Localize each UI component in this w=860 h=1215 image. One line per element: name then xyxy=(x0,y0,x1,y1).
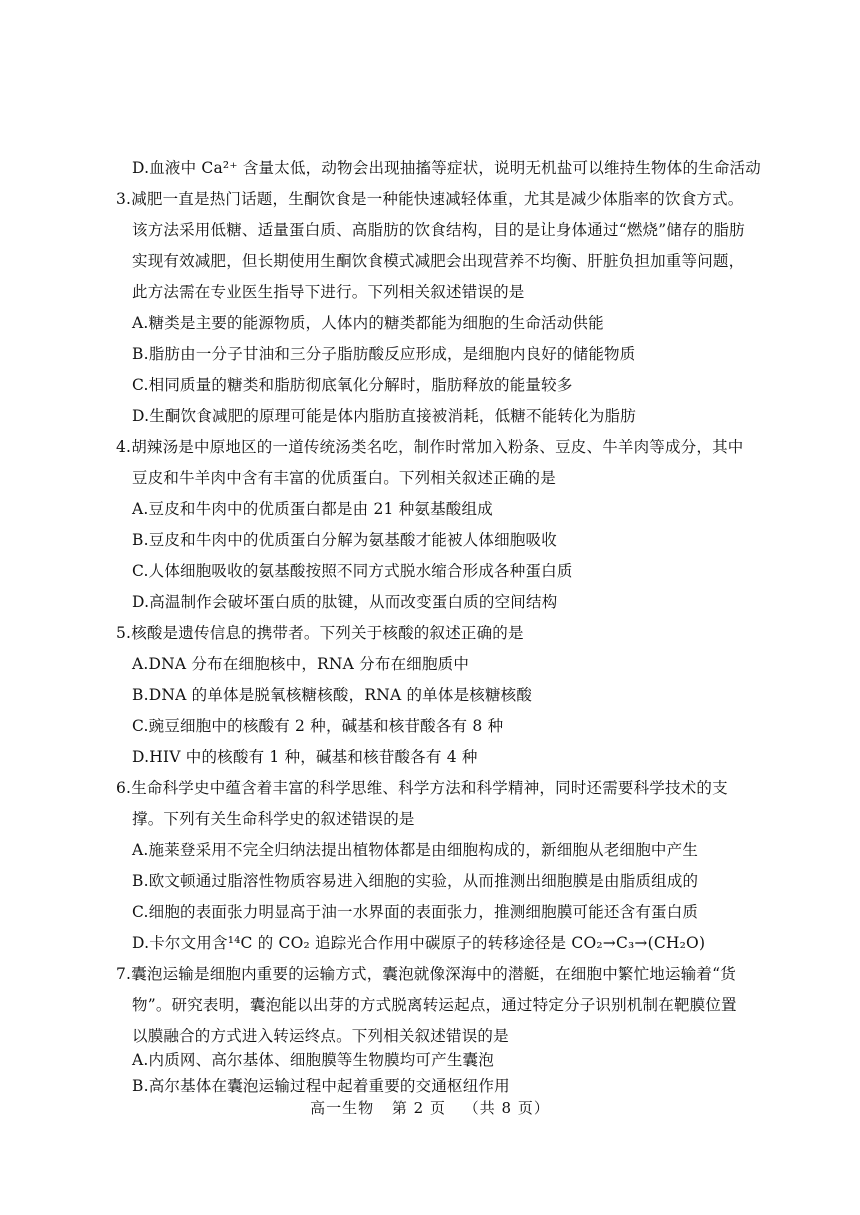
q3-stem-line-2: 该方法采用低糖、适量蛋白质、高脂肪的饮食结构，目的是让身体通过“燃烧”储存的脂肪 xyxy=(132,221,745,239)
q6-stem-line-1: 6.生命科学史中蕴含着丰富的科学思维、科学方法和科学精神，同时还需要科学技术的支 xyxy=(116,779,728,797)
q6-option-d: D.卡尔文用含¹⁴C 的 CO₂ 追踪光合作用中碳原子的转移途径是 CO₂→C₃→(CH₂O) xyxy=(132,934,706,952)
q3-option-c: C.相同质量的糖类和脂肪彻底氧化分解时，脂肪释放的能量较多 xyxy=(132,376,573,394)
footer-subject: 高一生物 xyxy=(310,1099,375,1117)
q5-option-d: D.HIV 中的核酸有 1 种，碱基和核苷酸各有 4 种 xyxy=(132,748,478,766)
q6-stem-line-2: 撑。下列有关生命科学史的叙述错误的是 xyxy=(132,810,415,828)
q3-option-a: A.糖类是主要的能源物质，人体内的糖类都能为细胞的生命活动供能 xyxy=(132,314,604,332)
q6-option-b: B.欧文顿通过脂溶性物质容易进入细胞的实验，从而推测出细胞膜是由脂质组成的 xyxy=(132,872,699,890)
q3-stem-line-1: 3.减肥一直是热门话题，生酮饮食是一种能快速减轻体重，尤其是减少体脂率的饮食方式。 xyxy=(116,190,744,208)
footer-page-total: （共 8 页） xyxy=(463,1099,550,1117)
q3-option-b: B.脂肪由一分子甘油和三分子脂肪酸反应形成，是细胞内良好的储能物质 xyxy=(132,345,636,363)
q3-option-d: D.生酮饮食减肥的原理可能是体内脂肪直接被消耗，低糖不能转化为脂肪 xyxy=(132,407,636,425)
footer-page-number: 第 2 页 xyxy=(391,1099,446,1117)
q7-stem-line-1: 7.囊泡运输是细胞内重要的运输方式，囊泡就像深海中的潜艇，在细胞中繁忙地运输着“货 xyxy=(116,965,736,983)
q6-option-c: C.细胞的表面张力明显高于油一水界面的表面张力，推测细胞膜可能还含有蛋白质 xyxy=(132,903,699,921)
q5-option-a: A.DNA 分布在细胞核中，RNA 分布在细胞质中 xyxy=(132,655,470,673)
q4-option-a: A.豆皮和牛肉中的优质蛋白都是由 21 种氨基酸组成 xyxy=(132,500,493,518)
q7-stem-line-2: 物”。研究表明，囊泡能以出芽的方式脱离转运起点，通过特定分子识别机制在靶膜位置 xyxy=(132,996,737,1014)
q2-option-d: D.血液中 Ca²⁺ 含量太低，动物会出现抽搐等症状，说明无机盐可以维持生物体的生命活动 xyxy=(132,159,761,177)
q5-option-c: C.豌豆细胞中的核酸有 2 种，碱基和核苷酸各有 8 种 xyxy=(132,717,504,735)
q4-stem-line-2: 豆皮和牛羊肉中含有丰富的优质蛋白。下列相关叙述正确的是 xyxy=(132,469,556,487)
q7-option-a: A.内质网、高尔基体、细胞膜等生物膜均可产生囊泡 xyxy=(132,1051,494,1069)
q4-option-d: D.高温制作会破坏蛋白质的肽键，从而改变蛋白质的空间结构 xyxy=(132,593,558,611)
q5-stem-line-1: 5.核酸是遗传信息的携带者。下列关于核酸的叙述正确的是 xyxy=(116,624,524,642)
q7-stem-line-3: 以膜融合的方式进入转运终点。下列相关叙述错误的是 xyxy=(132,1027,509,1045)
q5-option-b: B.DNA 的单体是脱氧核糖核酸，RNA 的单体是核糖核酸 xyxy=(132,686,533,704)
page-footer xyxy=(0,1098,860,1118)
q4-option-b: B.豆皮和牛肉中的优质蛋白分解为氨基酸才能被人体细胞吸收 xyxy=(132,531,557,549)
q3-stem-line-3: 实现有效减肥，但长期使用生酮饮食模式减肥会出现营养不均衡、肝脏负担加重等问题， xyxy=(132,252,745,270)
q3-stem-line-4: 此方法需在专业医生指导下进行。下列相关叙述错误的是 xyxy=(132,283,525,301)
q6-option-a: A.施莱登采用不完全归纳法提出植物体都是由细胞构成的，新细胞从老细胞中产生 xyxy=(132,841,699,859)
q4-option-c: C.人体细胞吸收的氨基酸按照不同方式脱水缩合形成各种蛋白质 xyxy=(132,562,573,580)
q4-stem-line-1: 4.胡辣汤是中原地区的一道传统汤类名吃，制作时常加入粉条、豆皮、牛羊肉等成分，其中 xyxy=(116,438,744,456)
q7-option-b: B.高尔基体在囊泡运输过程中起着重要的交通枢纽作用 xyxy=(132,1077,510,1095)
